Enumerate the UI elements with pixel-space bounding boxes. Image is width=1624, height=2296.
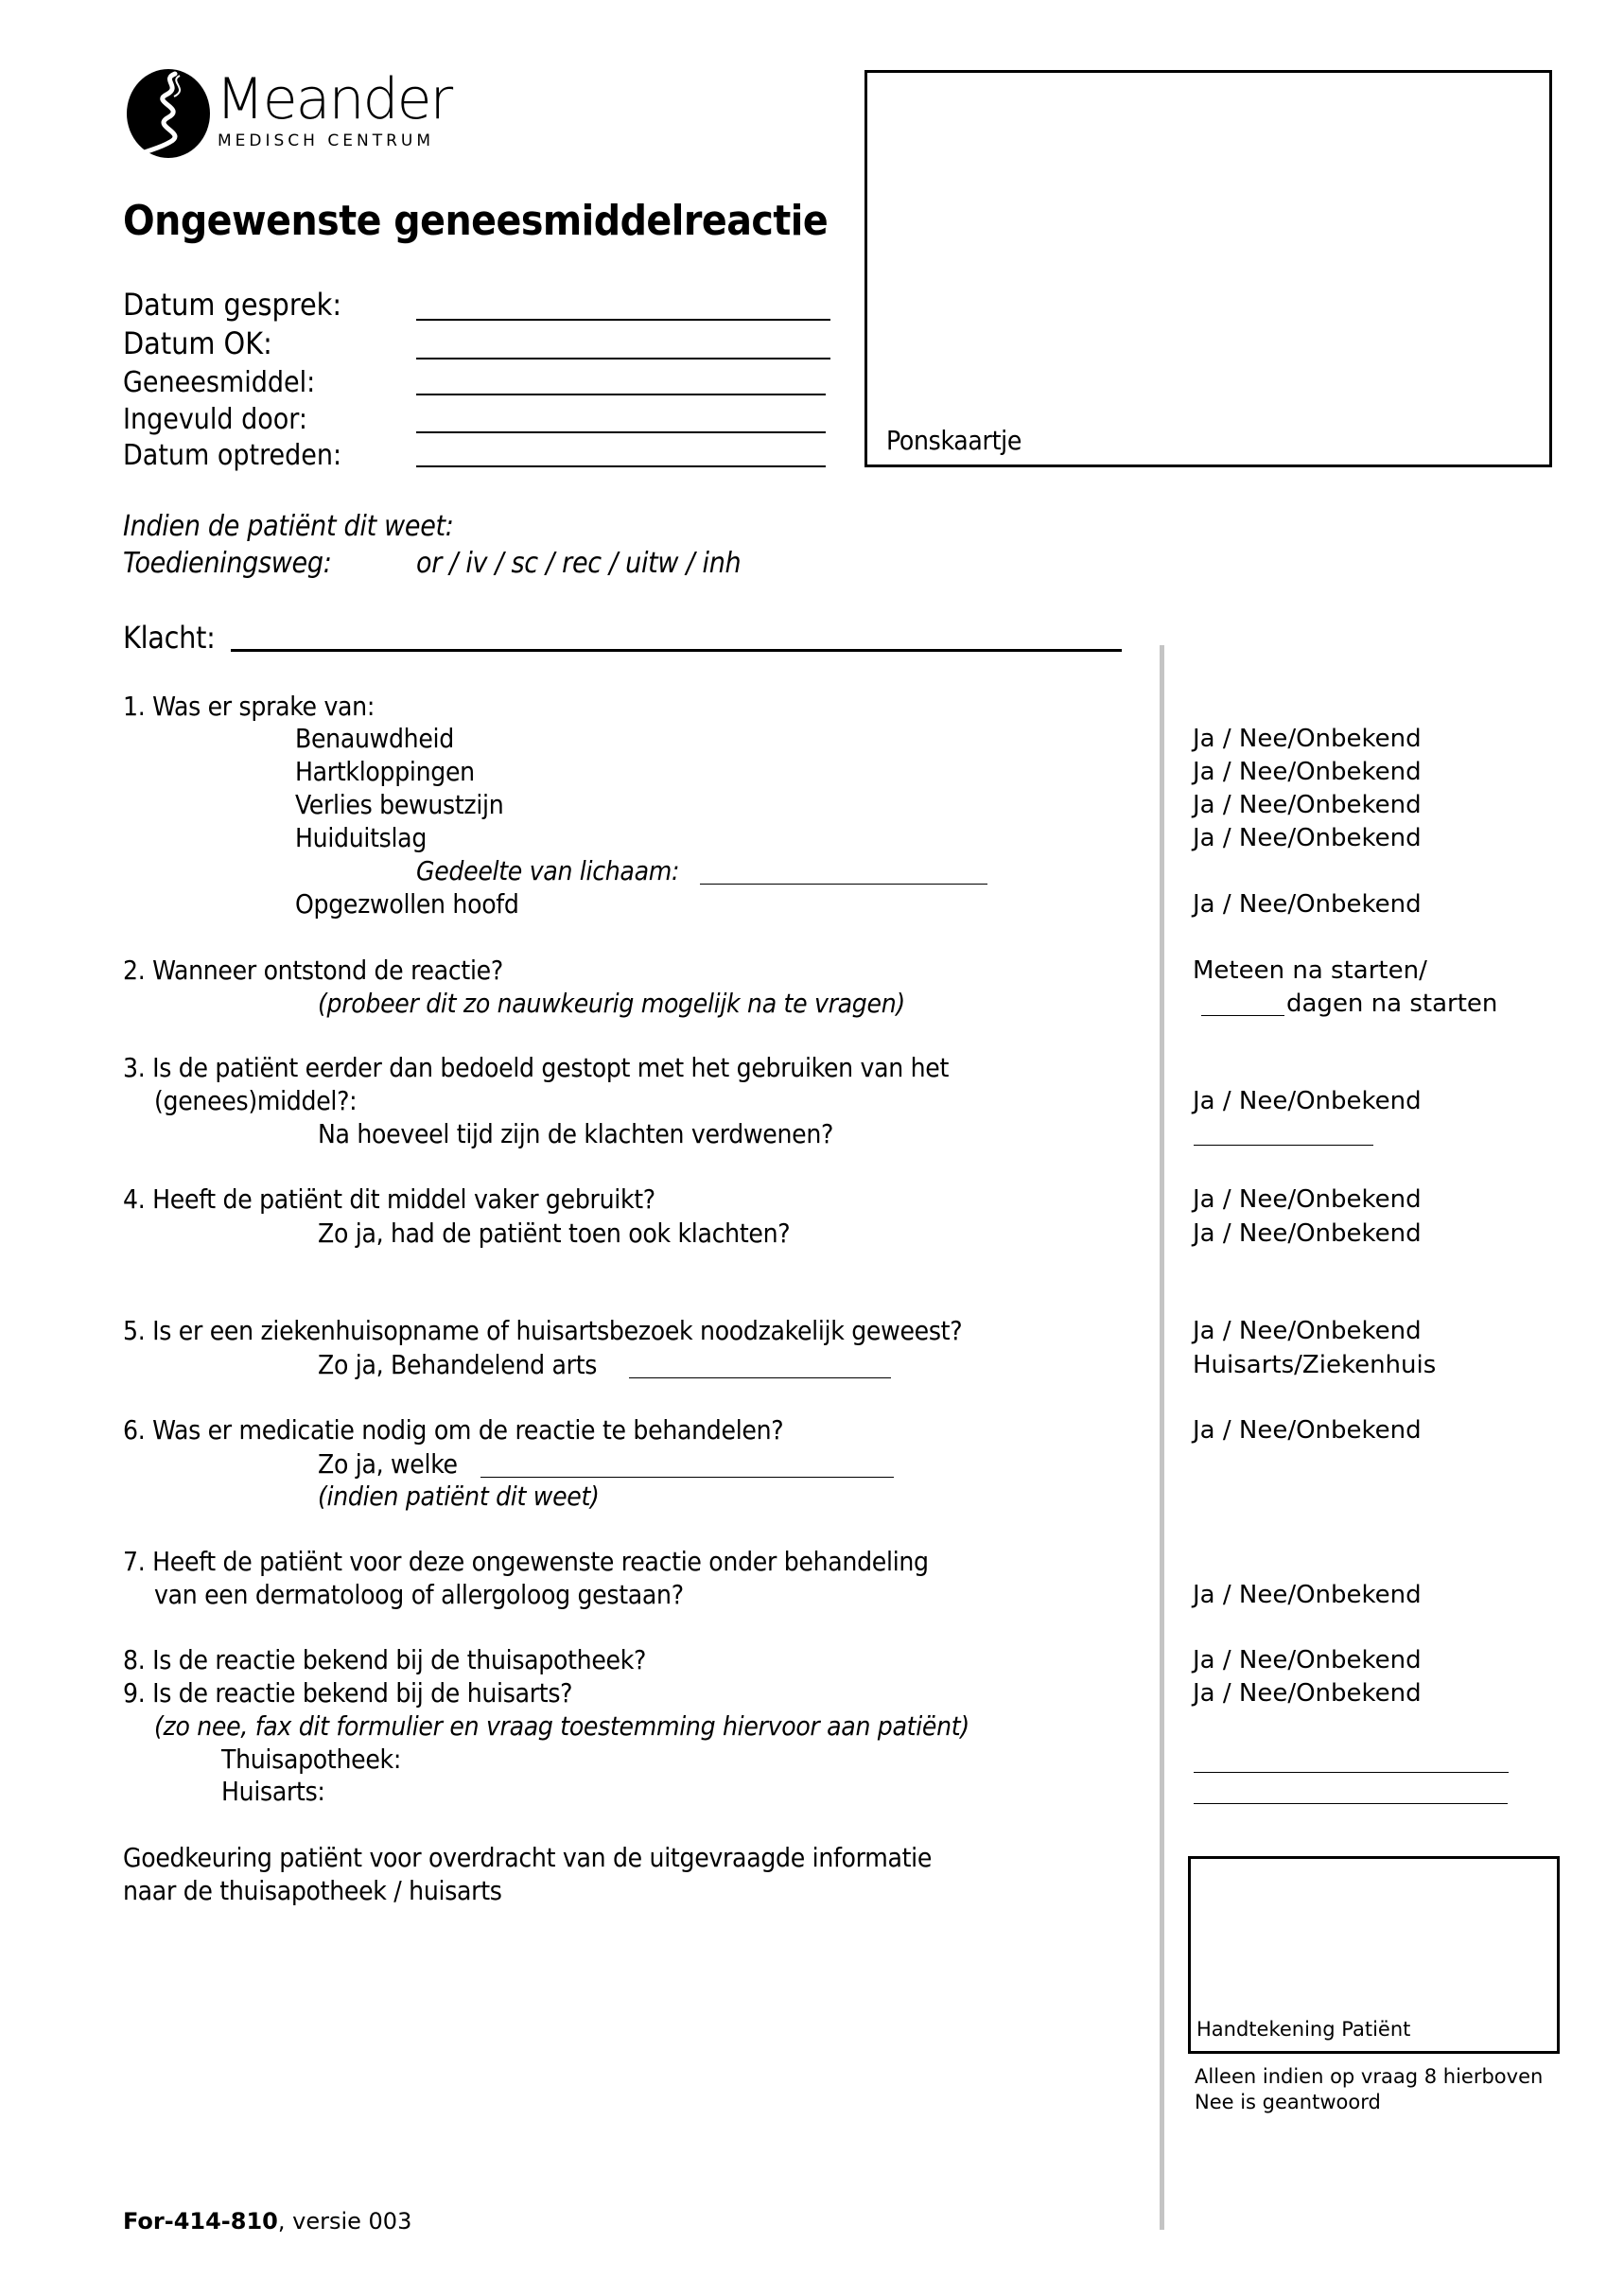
q6-sub: Zo ja, welke [318, 1448, 458, 1480]
q7-answer[interactable]: Ja / Nee/Onbekend [1193, 1581, 1422, 1609]
q9-pharmacy-input[interactable] [1194, 1772, 1509, 1773]
q1-answer-benauwdheid[interactable]: Ja / Nee/Onbekend [1193, 725, 1422, 753]
complaint-input[interactable] [231, 649, 1122, 652]
q5-physician-input[interactable] [629, 1377, 891, 1378]
signature-note-line2: Nee is geantwoord [1195, 2091, 1381, 2113]
q1-answer-opgezwollen-hoofd[interactable]: Ja / Nee/Onbekend [1193, 890, 1422, 919]
consent-line2: naar de thuisapotheek / huisarts [123, 1875, 502, 1906]
q2-text: 2. Wanneer ontstond de reactie? [123, 955, 503, 986]
q5-answer-sub[interactable]: Huisarts/Ziekenhuis [1193, 1351, 1437, 1379]
q4-answer[interactable]: Ja / Nee/Onbekend [1193, 1185, 1422, 1214]
q9-hint: (zo nee, fax dit formulier en vraag toestemming hiervoor aan patiënt) [154, 1710, 969, 1742]
q5-answer[interactable]: Ja / Nee/Onbekend [1193, 1317, 1422, 1345]
form-footer [123, 2207, 411, 2235]
q3-text-line1: 3. Is de patiënt eerder dan bedoeld gestopt met het gebruiken van het [123, 1052, 950, 1083]
column-divider [1160, 645, 1164, 2230]
q9-gp-label: Huisarts: [221, 1776, 325, 1807]
logo-name: Meander [216, 66, 452, 132]
field-input-datum-gesprek[interactable] [416, 319, 830, 321]
q3-duration-input[interactable] [1194, 1145, 1373, 1146]
q3-answer[interactable]: Ja / Nee/Onbekend [1193, 1087, 1422, 1115]
q4-sub: Zo ja, had de patiënt toen ook klachten? [318, 1218, 791, 1249]
q6-answer[interactable]: Ja / Nee/Onbekend [1193, 1416, 1422, 1445]
complaint-label: Klacht: [123, 620, 216, 656]
signature-box[interactable] [1188, 1856, 1560, 2054]
signature-note-line1: Alleen indien op vraag 8 hierboven [1195, 2065, 1544, 2088]
q1-text: 1. Was er sprake van: [123, 691, 375, 722]
form-version: , versie 003 [277, 2208, 412, 2235]
q1-answer-verlies-bewustzijn[interactable]: Ja / Nee/Onbekend [1193, 791, 1422, 819]
q6-text: 6. Was er medicatie nodig om de reactie te behandelen? [123, 1414, 784, 1446]
q7-text-line2: van een dermatoloog of allergoloog gestaan? [154, 1579, 684, 1610]
route-options[interactable]: or / iv / sc / rec / uitw / inh [416, 547, 742, 580]
q1-answer-hartkloppingen[interactable]: Ja / Nee/Onbekend [1193, 758, 1422, 786]
field-input-datum-optreden[interactable] [416, 465, 826, 467]
meander-river-logo-icon [123, 68, 214, 159]
field-input-ingevuld-door[interactable] [416, 431, 826, 433]
q9-pharmacy-label: Thuisapotheek: [221, 1744, 402, 1775]
logo-subtitle: MEDISCH CENTRUM [218, 131, 434, 150]
field-input-geneesmiddel[interactable] [416, 394, 826, 395]
punch-card-box [864, 70, 1552, 467]
q9-gp-input[interactable] [1194, 1803, 1508, 1804]
q9-answer[interactable]: Ja / Nee/Onbekend [1193, 1679, 1422, 1708]
q2-answer-immediately[interactable]: Meteen na starten/ [1193, 956, 1427, 985]
form-code: For-414-810 [123, 2208, 278, 2235]
q4-sub-answer[interactable]: Ja / Nee/Onbekend [1193, 1219, 1422, 1248]
route-intro: Indien de patiënt dit weet: [123, 510, 454, 543]
q1-item-hartkloppingen: Hartkloppingen [295, 756, 475, 787]
q3-text-line2: (genees)middel?: [154, 1085, 358, 1116]
q1-item-opgezwollen-hoofd: Opgezwollen hoofd [295, 888, 519, 920]
q5-sub: Zo ja, Behandelend arts [318, 1349, 598, 1380]
field-label-datum-optreden: Datum optreden: [123, 439, 342, 472]
q7-text-line1: 7. Heeft de patiënt voor deze ongewenste reactie onder behandeling [123, 1546, 929, 1577]
q1-item-verlies-bewustzijn: Verlies bewustzijn [295, 789, 504, 820]
q6-medication-input[interactable] [480, 1477, 894, 1478]
q8-answer[interactable]: Ja / Nee/Onbekend [1193, 1646, 1422, 1674]
consent-line1: Goedkeuring patiënt voor overdracht van de uitgevraagde informatie [123, 1842, 933, 1873]
punch-card-label: Ponskaartje [886, 425, 1022, 456]
q9-text: 9. Is de reactie bekend bij de huisarts? [123, 1677, 573, 1709]
q1-item-huiduitslag: Huiduitslag [295, 822, 428, 853]
q1-body-part-label: Gedeelte van lichaam: [416, 855, 680, 886]
q8-text: 8. Is de reactie bekend bij de thuisapotheek? [123, 1644, 647, 1675]
signature-label: Handtekening Patiënt [1196, 2018, 1411, 2041]
q1-body-part-input[interactable] [700, 884, 987, 885]
field-label-datum-gesprek: Datum gesprek: [123, 287, 342, 323]
q2-answer-days: dagen na starten [1286, 990, 1498, 1018]
q2-hint: (probeer dit zo nauwkeurig mogelijk na te vragen) [318, 988, 905, 1019]
q6-hint: (indien patiënt dit weet) [318, 1481, 600, 1512]
q3-sub: Na hoeveel tijd zijn de klachten verdwenen? [318, 1118, 834, 1149]
q1-answer-huiduitslag[interactable]: Ja / Nee/Onbekend [1193, 824, 1422, 852]
q4-text: 4. Heeft de patiënt dit middel vaker gebruikt? [123, 1183, 655, 1215]
field-label-geneesmiddel: Geneesmiddel: [123, 366, 316, 399]
page-title: Ongewenste geneesmiddelreactie [123, 197, 829, 245]
q1-item-benauwdheid: Benauwdheid [295, 723, 454, 754]
q2-days-input[interactable] [1201, 1015, 1284, 1016]
q5-text: 5. Is er een ziekenhuisopname of huisartsbezoek noodzakelijk geweest? [123, 1315, 963, 1346]
route-label: Toedieningsweg: [123, 547, 332, 580]
field-label-datum-ok: Datum OK: [123, 325, 272, 361]
field-input-datum-ok[interactable] [416, 358, 830, 359]
field-label-ingevuld-door: Ingevuld door: [123, 403, 307, 436]
